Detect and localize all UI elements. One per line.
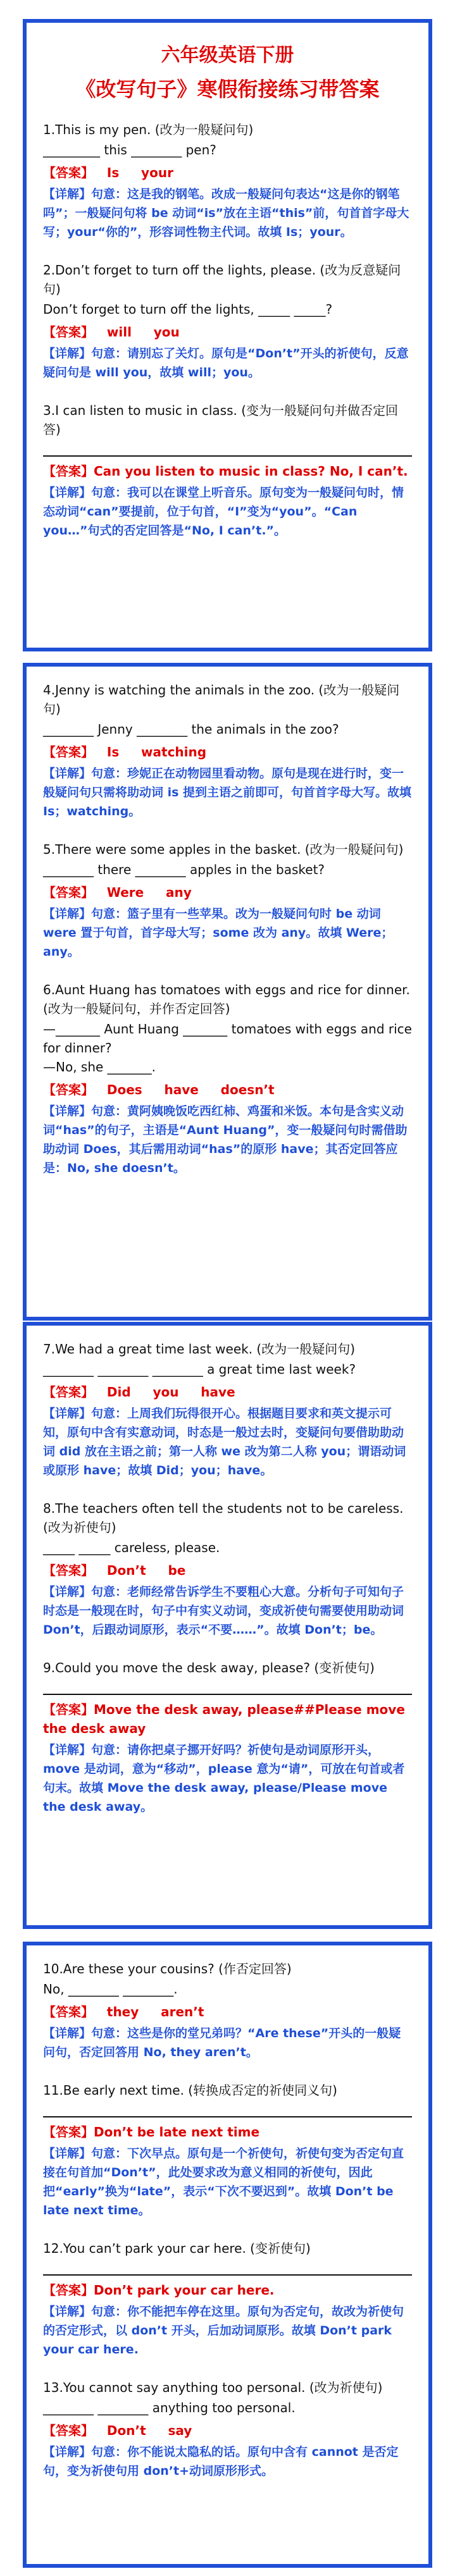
question-text: 2.Don’t forget to turn off the lights, please. (改为反意疑问句) [43, 262, 401, 297]
answer-blank: ________ Jenny ________ the animals in the zoo? [43, 722, 339, 737]
question-text: 6.Aunt Huang has tomatoes with eggs and rice for dinner. (改为一般疑问句，并作否定回答) [43, 982, 410, 1016]
answer-text: 【答案】Don’t be late next time [43, 2124, 260, 2140]
page-subtitle: 《改写句子》寒假衔接练习带答案 [75, 77, 380, 101]
explanation-text: 【详解】句意：珍妮正在动物园里看动物。原句是现在进行时，变一般疑问句只需将助动词 is 提到主语之前即可，句首首字母大写。故填 Is；watching。 [43, 767, 412, 818]
question-item-3 [43, 401, 412, 540]
answer-line [43, 1680, 412, 1695]
question-text: 8.The teachers often tell the students not to be careless. (改为祈使句) [43, 1501, 404, 1535]
question-text: 12.You can’t park your car here. (变祈使句) [43, 2241, 311, 2256]
question-item-1 [43, 120, 412, 242]
answer-text: 【答案】 Don’t say [43, 2423, 192, 2438]
question-item-7 [43, 1340, 412, 1480]
answer-blank: Don’t forget to turn off the lights, _____ _____? [43, 302, 333, 317]
answer-blank: _________ this ________ pen? [43, 142, 216, 157]
answer-blank: ________ ________ ________ a great time last week? [43, 1362, 356, 1377]
explanation-text: 【详解】句意：上周我们玩得很开心。根据题目要求和英文提示可知，原句中含有实意动词，时态是一般过去时，变疑问句要借助助动词 did 放在主语之前；第一人称 we 改为第二人称 you；谓语动词或原形 have；故填 Did；you；have。 [43, 1407, 406, 1477]
explanation-text: 【详解】句意：下次早点。原句是一个祈使句，祈使句变为否定句直接在句首加“Don’t”，此处要求改为意义相同的祈使句，因此把“early”换为“late”，表示“下次不要迟到”。故填 Don’t be late next time。 [43, 2147, 404, 2217]
card-3 [23, 1322, 432, 1929]
answer-text: 【答案】 Don’t be [43, 1563, 186, 1578]
explanation-text: 【详解】句意：请别忘了关灯。原句是“Don’t”开头的祈使句，反意疑问句是 will you，故填 will；you。 [43, 347, 409, 379]
question-text: 13.You cannot say anything too personal. (改为祈使句) [43, 2380, 383, 2395]
answer-text: 【答案】 they aren’t [43, 2004, 204, 2019]
answer-line [43, 2102, 412, 2117]
answer-line [43, 2260, 412, 2276]
question-item-12 [43, 2239, 412, 2359]
answer-blank: _____ _____ careless, please. [43, 1540, 220, 1555]
answer-text: 【答案】 Is watching [43, 744, 207, 760]
answer-text: 【答案】 Were any [43, 885, 192, 900]
question-item-5 [43, 840, 412, 961]
question-text: 3.I can listen to music in class. (变为一般疑问句并做否定回答) [43, 403, 399, 437]
explanation-text: 【详解】句意：篮子里有一些苹果。改为一般疑问句时 be 动词 were 置于句首，首字母大写；some 改为 any。故填 Were；any。 [43, 907, 394, 959]
question-text: 5.There were some apples in the basket. (改为一般疑问句) [43, 842, 404, 857]
question-item-8 [43, 1499, 412, 1639]
card-4 [23, 1942, 432, 2568]
answer-blank: —_______ Aunt Huang _______ tomatoes with eggs and rice for dinner? —No, she _______. [43, 1021, 412, 1075]
answer-text: 【答案】 Did you have [43, 1384, 235, 1400]
question-text: 7.We had a great time last week. (改为一般疑问句) [43, 1341, 356, 1357]
question-item-9 [43, 1658, 412, 1816]
explanation-text: 【详解】句意：这些是你的堂兄弟吗？“Are these”开头的一般疑问句，否定回答用 No, they aren’t。 [43, 2026, 401, 2059]
answer-line [43, 441, 412, 457]
question-text: 11.Be early next time. (转换成否定的祈使同义句) [43, 2083, 337, 2098]
page-title: 六年级英语下册 [161, 44, 294, 66]
question-item-13 [43, 2378, 412, 2480]
question-item-11 [43, 2081, 412, 2220]
answer-text: 【答案】 Is your [43, 165, 173, 180]
answer-blank: ________ ________ anything too personal. [43, 2400, 296, 2415]
question-item-6 [43, 980, 412, 1178]
question-text: 1.This is my pen. (改为一般疑问句) [43, 122, 254, 137]
card-1 [23, 19, 432, 651]
explanation-text: 【详解】句意：请你把桌子挪开好吗？祈使句是动词原形开头，move 是动词，意为“移动”，please 意为“请”，可放在句首或者句末。故填 Move the desk away, please/Please move the desk away。 [43, 1743, 405, 1814]
question-item-4 [43, 681, 412, 821]
answer-text: 【答案】Don’t park your car here. [43, 2283, 275, 2298]
question-text: 9.Could you move the desk away, please? (变祈使句) [43, 1660, 375, 1675]
answer-text: 【答案】 Does have doesn’t [43, 1082, 275, 1097]
explanation-text: 【详解】句意：黄阿姨晚饭吃西红柿、鸡蛋和米饭。本句是含实义动词“has”的句子，主语是“Aunt Huang”，变一般疑问句时需借助助动词 Does，其后需用动词“has”的原形 have；其否定回答应是：No, she doesn’t。 [43, 1104, 408, 1175]
answer-blank: No, ________ ________. [43, 1981, 178, 1997]
question-text: 4.Jenny is watching the animals in the zoo. (改为一般疑问句) [43, 682, 400, 717]
explanation-text: 【详解】句意：你不能把车停在这里。原句为否定句，故改为祈使句的否定形式，以 don’t 开头，后加动词原形。故填 Don’t park your car here. [43, 2305, 404, 2357]
explanation-text: 【详解】句意：你不能说太隐私的话。原句中含有 cannot 是否定句，变为祈使句用 don’t+动词原形形式。 [43, 2445, 399, 2478]
answer-text: 【答案】 will you [43, 324, 180, 340]
question-item-2 [43, 261, 412, 382]
card-2 [23, 663, 432, 1321]
question-text: 10.Are these your cousins? (作否定回答) [43, 1961, 292, 1976]
question-item-10 [43, 1959, 412, 2062]
answer-blank: ________ there ________ apples in the basket? [43, 862, 325, 877]
answer-text: 【答案】Move the desk away, please##Please move the desk away [43, 1702, 409, 1736]
answer-text: 【答案】Can you listen to music in class? No, I can’t. [43, 464, 408, 479]
explanation-text: 【详解】句意：我可以在课堂上听音乐。原句变为一般疑问句时，情态动词“can”要提前，位于句首，“I”变为“you”。“Can you…”句式的否定回答是“No, I can’t.”。 [43, 486, 404, 538]
explanation-text: 【详解】句意：老师经常告诉学生不要粗心大意。分析句子可知句子时态是一般现在时，句子中有实义动词，变成祈使句需要使用助动词 Don’t，后跟动词原形，表示“不要……”。故填 Don’t；be。 [43, 1585, 404, 1637]
explanation-text: 【详解】句意：这是我的钢笔。改成一般疑问句表达“这是你的钢笔吗”；一般疑问句将 be 动词“is”放在主语“this”前，句首首字母大写；your“你的”，形容词性物主代词。故填 Is；your。 [43, 187, 409, 239]
